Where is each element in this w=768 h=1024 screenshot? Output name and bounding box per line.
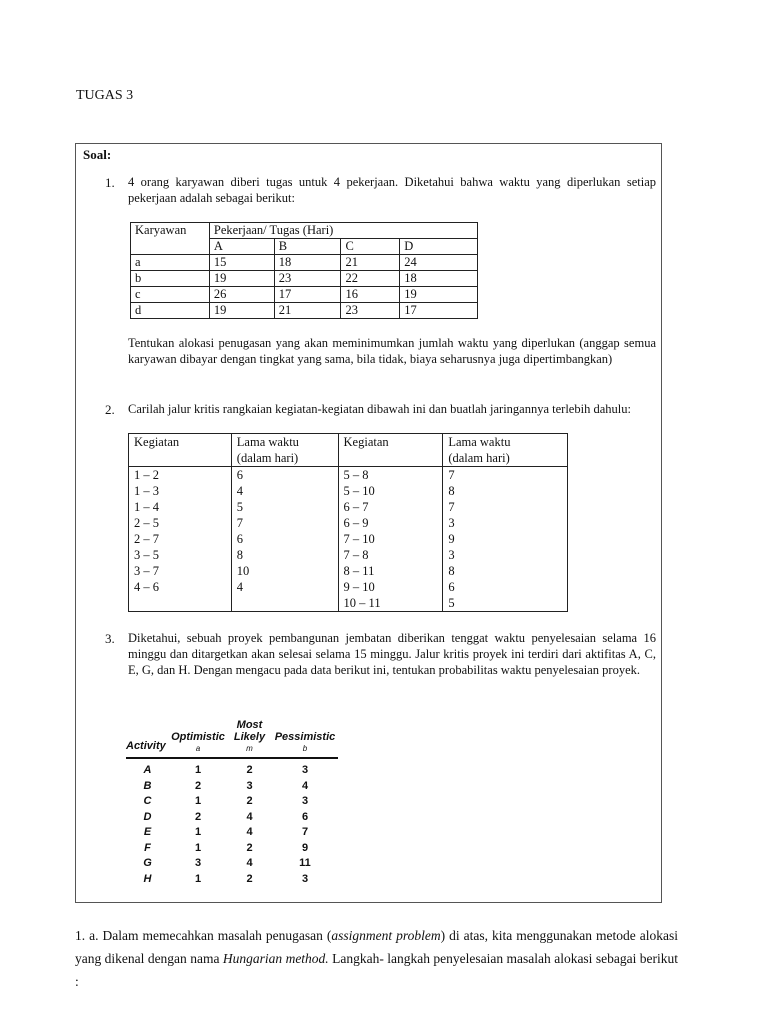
- row-label: a: [131, 255, 210, 271]
- row-label: b: [131, 271, 210, 287]
- table-row: [131, 255, 478, 271]
- q1-text: 4 orang karyawan diberi tugas untuk 4 pekerjaan. Diketahui bahwa waktu yang diperlukan setiap pekerjaan adalah sebagai berikut:: [128, 175, 656, 205]
- duration-cell: 4: [236, 580, 244, 594]
- activity-cell: 9 – 10: [343, 580, 375, 594]
- duration-cell: 10: [236, 564, 250, 578]
- sub-header: A: [209, 239, 274, 255]
- duration-cell: 8: [448, 484, 455, 498]
- q2-text: Carilah jalur kritis rangkaian kegiatan-kegiatan dibawah ini dan buatlah jaringannya terlebih dahulu:: [128, 402, 631, 416]
- soal-label: Soal:: [83, 147, 112, 162]
- cpm-table: [128, 433, 568, 612]
- header-kegiatan: Kegiatan: [338, 434, 443, 467]
- activity-cell: 4 – 6: [134, 580, 159, 594]
- table-row: F 1 2 9: [144, 841, 309, 854]
- duration-cell: 9: [448, 532, 455, 546]
- header-karyawan: Karyawan: [131, 223, 210, 255]
- activity-cell: 2 – 7: [134, 532, 159, 546]
- activity-cell: 2 – 5: [134, 516, 159, 530]
- duration-cell: 8: [448, 564, 455, 578]
- activity-cell: 7 – 10: [343, 532, 375, 546]
- activity-cell: 6 – 7: [343, 500, 369, 514]
- table-row: C 1 2 3: [143, 795, 309, 807]
- duration-cell: 6: [236, 532, 244, 546]
- activity-cell: 3 – 7: [134, 564, 159, 578]
- duration-cell: 6: [448, 580, 455, 594]
- answer-suffix: Langkah- langkah penyelesaian masalah alokasi sebagai berikut :: [75, 951, 678, 989]
- header-activity: Activity: [126, 740, 166, 752]
- duration-cell: 3: [448, 548, 455, 562]
- answer-paragraph: [75, 924, 678, 993]
- header-pessimistic: Pessimistic b: [274, 731, 336, 753]
- sub-header: D: [400, 239, 478, 255]
- table-row: G 3 4 11: [143, 857, 311, 869]
- table-cell: 22: [341, 271, 400, 287]
- table-row: [131, 303, 478, 319]
- right-activities: [338, 467, 443, 612]
- header-optimistic: Optimistic a: [171, 731, 225, 753]
- q3-number: 3.: [105, 631, 115, 646]
- page-title: TUGAS 3: [76, 88, 134, 103]
- table-cell: 15: [209, 255, 274, 271]
- duration-cell: 3: [448, 516, 455, 530]
- header-lama-waktu: Lama waktu (dalam hari): [443, 434, 568, 467]
- table-cell: 16: [341, 287, 400, 303]
- q1-number: 1.: [105, 175, 115, 190]
- row-label: d: [131, 303, 210, 319]
- table-row: [131, 287, 478, 303]
- duration-cell: 7: [236, 516, 244, 530]
- activity-cell: 7 – 8: [343, 548, 369, 562]
- left-durations: [231, 467, 338, 612]
- table-cell: 19: [209, 303, 274, 319]
- duration-cell: 7: [448, 500, 455, 514]
- header-kegiatan: Kegiatan: [129, 434, 232, 467]
- sub-header: B: [274, 239, 341, 255]
- answer-italic-assignment: assignment problem: [331, 928, 441, 943]
- activity-cell: 1 – 4: [134, 500, 159, 514]
- table-cell: 23: [341, 303, 400, 319]
- table-row: D 2 4 6: [143, 810, 309, 823]
- table-row: E 1 4 7: [143, 826, 309, 838]
- header-pekerjaan: Pekerjaan/ Tugas (Hari): [209, 223, 477, 239]
- row-label: c: [131, 287, 210, 303]
- table-row: A 1 2 3: [143, 764, 309, 776]
- duration-cell: 6: [236, 468, 244, 482]
- activity-cell: 3 – 5: [134, 548, 159, 562]
- q2-number: 2.: [105, 402, 115, 417]
- table-cell: 21: [341, 255, 400, 271]
- q3-text: Diketahui, sebuah proyek pembangunan jembatan diberikan tenggat waktu penyelesaian selama 16 minggu dan ditargetkan akan selesai selama 15 minggu. Jalur kritis proyek ini terdiri dari aktifitas A, C, E, G, dan H. Dengan mengacu pada data berikut ini, tentukan probabilitas waktu penyelesaian proyek.: [128, 631, 656, 677]
- answer-prefix: 1. a. Dalam memecahkan masalah penugasan (: [75, 928, 332, 943]
- right-durations: [443, 467, 568, 612]
- activity-cell: 1 – 3: [134, 484, 159, 498]
- table-cell: 18: [400, 271, 478, 287]
- soal-box: [75, 143, 662, 903]
- table-cell: 19: [400, 287, 478, 303]
- header-most-likely: Most Likely m: [233, 719, 266, 753]
- pert-table: [126, 719, 338, 887]
- activity-cell: 5 – 10: [343, 484, 375, 498]
- assignment-table: [130, 222, 478, 319]
- table-cell: 24: [400, 255, 478, 271]
- activity-cell: 5 – 8: [343, 468, 369, 482]
- q1-instruction: Tentukan alokasi penugasan yang akan meminimumkan jumlah waktu yang diperlukan (anggap semua karyawan dibayar dengan tingkat yang sama, bila tidak, biaya seharusnya juga dipertimbangkan): [128, 336, 656, 366]
- answer-middle: ) di atas, kita menggunakan metode alokasi yang dikenal dengan nama: [75, 928, 678, 966]
- table-row: H 1 2 3: [143, 872, 309, 885]
- duration-cell: 4: [236, 484, 244, 498]
- table-cell: 21: [274, 303, 341, 319]
- activity-cell: 8 – 11: [343, 564, 375, 578]
- pert-table-image: [126, 719, 338, 887]
- table-cell: 17: [400, 303, 478, 319]
- activity-cell: 6 – 9: [343, 516, 369, 530]
- table-cell: 18: [274, 255, 341, 271]
- duration-cell: 5: [236, 500, 244, 514]
- activity-cell: 1 – 2: [134, 468, 159, 482]
- table-cell: 26: [209, 287, 274, 303]
- answer-italic-hungarian: Hungarian method.: [222, 951, 329, 966]
- table-cell: 19: [209, 271, 274, 287]
- duration-cell: 5: [448, 596, 455, 610]
- left-activities: [129, 467, 232, 612]
- table-row: B 2 3 4: [143, 779, 309, 792]
- table-cell: 23: [274, 271, 341, 287]
- table-row: [131, 271, 478, 287]
- duration-cell: 7: [448, 468, 455, 482]
- table-cell: 17: [274, 287, 341, 303]
- activity-cell: 10 – 11: [343, 596, 381, 610]
- sub-header: C: [341, 239, 400, 255]
- duration-cell: 8: [236, 548, 244, 562]
- header-lama-waktu: Lama waktu (dalam hari): [231, 434, 338, 467]
